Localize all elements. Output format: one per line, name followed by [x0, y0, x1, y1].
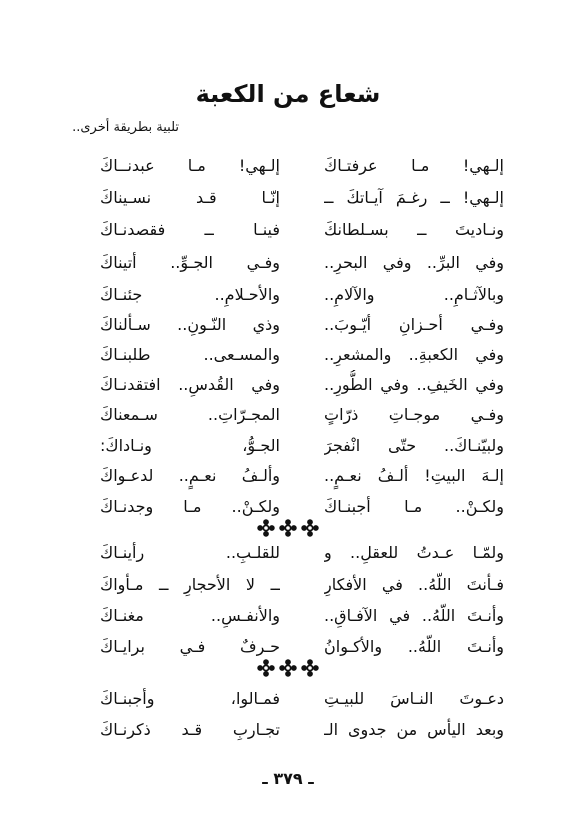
- verse-line: [0, 151, 576, 181]
- section-divider: [0, 659, 576, 677]
- verse-second-hemistich: إلـهي! مـا عبدنــاكَ: [100, 156, 280, 175]
- verse-first-hemistich: وبعد اليأس من جدوى الـ: [324, 720, 504, 739]
- flower-ornament-icon: [279, 519, 297, 537]
- verse-line: [0, 400, 576, 430]
- verse-line: [0, 492, 576, 522]
- verse-second-hemistich: فمـالوا، وأجبنـاكَ: [100, 689, 280, 708]
- verse-second-hemistich: والأنفـسِ.. مغنـاكَ: [100, 606, 280, 625]
- verse-second-hemistich: الجـوُّ، ونـاداكَ:: [100, 436, 280, 455]
- verse-second-hemistich: وفي القُدسِ.. افتقدنـاكَ: [100, 375, 280, 394]
- verse-first-hemistich: ولبيّنـاكَ.. حتّى انْفجرَ: [324, 436, 504, 455]
- verse-first-hemistich: ونـاديتَ ــ بسـلطانكَ: [324, 220, 504, 239]
- page-number: ـ ٣٧٩ ـ: [262, 769, 314, 788]
- verse-line: [0, 340, 576, 370]
- verse-second-hemistich: تجـاربِ قـد ذكرنـاكَ: [100, 720, 280, 739]
- verse-second-hemistich: وذي النّـونِ.. سـألناكَ: [100, 315, 280, 334]
- verse-first-hemistich: إلـهي! ــ رغـمَ آيـاتكَ ــ: [324, 188, 504, 207]
- verse-first-hemistich: وأنـتَ اللّهُ.. والأكـوانُ: [324, 637, 504, 656]
- flower-ornament-icon: [301, 659, 319, 677]
- verse-line: [0, 431, 576, 461]
- verse-second-hemistich: إنّـا قـد نسـيناكَ: [100, 188, 280, 207]
- verse-first-hemistich: ولكـنْ.. مـا أجبنـاكَ: [324, 497, 504, 516]
- flower-ornament-icon: [279, 659, 297, 677]
- verse-second-hemistich: والأحـلامِ.. جئنـاكَ: [100, 285, 280, 304]
- verse-line: [0, 310, 576, 340]
- verse-line: [0, 715, 576, 745]
- verse-line: [0, 684, 576, 714]
- verse-line: [0, 215, 576, 245]
- verse-second-hemistich: ولكـنْ.. مـا وجدنـاكَ: [100, 497, 280, 516]
- verse-first-hemistich: إلـهي! مـا عرفتـاكَ: [324, 156, 504, 175]
- poem-title: شعاع من الكعبة: [195, 80, 381, 108]
- flower-ornament-icon: [257, 519, 275, 537]
- verse-first-hemistich: وبالآثـامِ.. والآلامِ..: [324, 285, 504, 304]
- verse-second-hemistich: ــ لا الأحجارِ ــ مـأواكَ: [100, 575, 280, 594]
- verse-line: [0, 538, 576, 568]
- verse-first-hemistich: ولمّـا عـدتُ للعقلِ.. و: [324, 543, 504, 562]
- verse-first-hemistich: فـأنتَ اللّهُ.. في الأفكارِ: [324, 575, 504, 594]
- verse-first-hemistich: وفي الكعبةِ.. والمشعرِ..: [324, 345, 504, 364]
- verse-line: [0, 280, 576, 310]
- verse-line: [0, 601, 576, 631]
- verse-line: [0, 461, 576, 491]
- verse-second-hemistich: للقلـبِ.. رأينـاكَ: [100, 543, 280, 562]
- verse-line: [0, 632, 576, 662]
- verse-first-hemistich: دعـوتَ النـاسَ للبيـتِ: [324, 689, 504, 708]
- verse-first-hemistich: وفـي موجـاتِ ذرّاتٍ: [324, 405, 504, 424]
- verse-second-hemistich: والمسـعى.. طلبنـاكَ: [100, 345, 280, 364]
- verse-first-hemistich: إلـهَ البيتِ! ألـفُ نعـمٍ..: [324, 466, 504, 485]
- verse-line: [0, 570, 576, 600]
- verse-second-hemistich: حـرفٌ فـي برايـاكَ: [100, 637, 280, 656]
- verse-line: [0, 370, 576, 400]
- verse-line: [0, 248, 576, 278]
- verse-first-hemistich: وفي الخَيفِ.. وفي الطُّورِ..: [324, 375, 504, 394]
- verse-line: [0, 183, 576, 213]
- section-divider: [0, 519, 576, 537]
- verse-first-hemistich: وفـي أحـزانِ أيّـوبَ..: [324, 315, 504, 334]
- verse-second-hemistich: فينـا ــ فقصدنـاكَ: [100, 220, 280, 239]
- flower-ornament-icon: [301, 519, 319, 537]
- verse-first-hemistich: وفي البرِّ.. وفي البحرِ..: [324, 253, 504, 272]
- verse-second-hemistich: وألـفُ نعـمٍ.. لدعـواكَ: [100, 466, 280, 485]
- flower-ornament-icon: [257, 659, 275, 677]
- verse-second-hemistich: المجـرّاتِ.. سـمعناكَ: [100, 405, 280, 424]
- verse-first-hemistich: وأنـتَ اللّهُ.. في الآفـاقِ..: [324, 606, 504, 625]
- poem-subtitle: تلبية بطريقة أخرى..: [72, 120, 179, 135]
- verse-second-hemistich: وفـي الجـوِّ.. أتيناكَ: [100, 253, 280, 272]
